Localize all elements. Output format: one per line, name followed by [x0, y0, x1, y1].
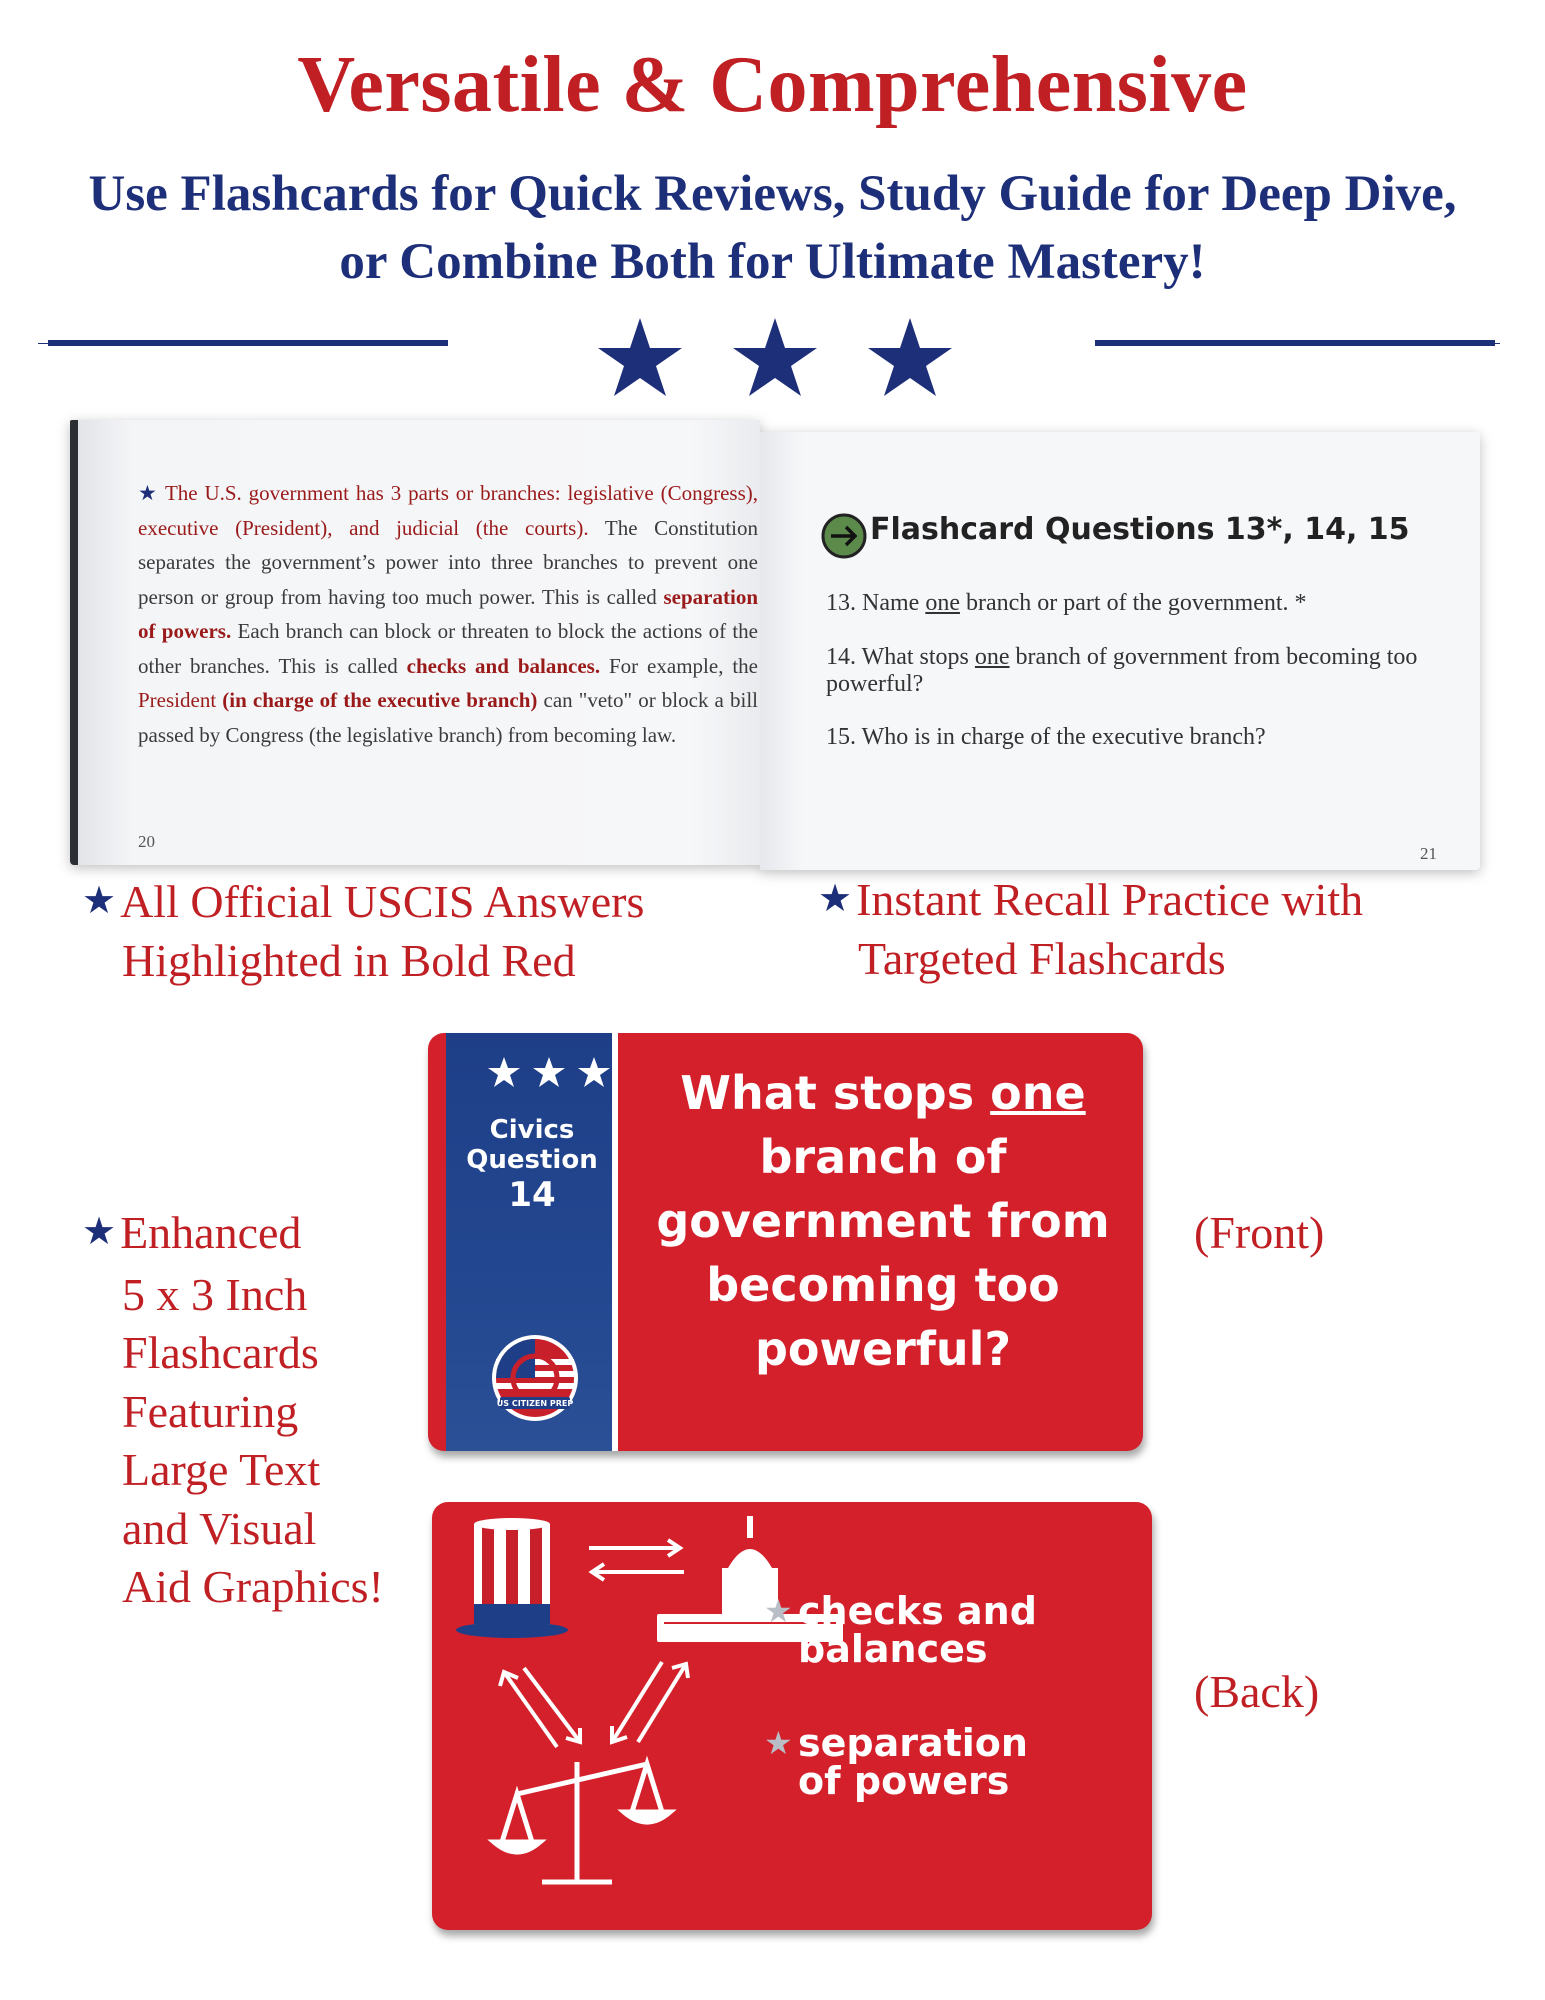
body-text: Each branch can block or threaten to block the actions of the other branches. This is called — [138, 619, 759, 678]
page-subtitle: Use Flashcards for Quick Reviews, Study Guide for Deep Dive, or Combine Both for Ultimate Mastery! — [88, 166, 1457, 290]
star-icon — [488, 1057, 520, 1087]
flashcard-heading: Flashcard Questions 13*, 14, 15 — [870, 512, 1410, 547]
civics-question-label: Civics Question 14 — [446, 1115, 618, 1215]
card-blue-bar — [446, 1033, 618, 1451]
answer-separation-of-powers: ★ separation of powers — [764, 1721, 1028, 1803]
star-icon: ★ — [764, 1592, 793, 1630]
left-page-text — [138, 476, 758, 752]
star-icon — [533, 1057, 565, 1087]
question-number: 14 — [508, 1175, 556, 1215]
star-icon — [868, 318, 952, 396]
star-icon — [733, 318, 817, 396]
back-label: (Back) — [1194, 1666, 1320, 1717]
study-guide-book — [70, 420, 1480, 870]
front-question-text: What stops one branch of government from becoming too powerful? — [656, 1066, 1110, 1376]
body-text: can "veto" or block a bill passed by Congress (the legislative branch) from becoming law. — [138, 688, 758, 747]
front-label: (Front) — [1194, 1207, 1325, 1258]
answer-highlight: checks and balances. — [406, 653, 601, 678]
uncle-sam-hat-icon — [456, 1518, 568, 1638]
star-icon — [598, 318, 682, 396]
body-text: The Constitution separates the government’s power into three branches to prevent one person or group from having too much power. This is called — [138, 515, 759, 609]
divider-line-left-thin — [38, 343, 53, 344]
body-text: For example, the — [608, 653, 759, 678]
arrow-icons-diagonal — [500, 1662, 688, 1747]
question-14: 14. What stops one branch of government from becoming too powerful? — [826, 644, 1418, 697]
divider-line-left — [48, 340, 448, 346]
caption-enhanced-flashcards: ★Enhanced 5 x 3 Inch Flashcards Featuring Large Text and Visual Aid Graphics! — [82, 1207, 384, 1612]
star-icon: ★ — [138, 481, 159, 505]
caption-instant-recall: ★Instant Recall Practice with Targeted Flashcards — [818, 874, 1364, 984]
us-citizen-prep-seal-icon — [490, 1333, 580, 1423]
star-icon: ★ — [82, 880, 117, 922]
arrow-icons-horizontal — [589, 1540, 684, 1580]
divider-line-right — [1095, 340, 1495, 346]
book-right-page — [760, 432, 1480, 870]
question-13: 13. Name one branch or part of the government. * — [826, 590, 1307, 616]
intro-text: The U.S. government has 3 parts or branches: legislative (Congress), executive (President), and judicial (the courts). — [138, 481, 759, 540]
scales-icon — [494, 1762, 670, 1882]
star-icon — [578, 1057, 610, 1087]
arrow-circle-icon — [820, 512, 868, 560]
flashcard-front — [428, 1033, 1143, 1451]
question-15: 15. Who is in charge of the executive branch? — [826, 724, 1266, 750]
page-number-left: 20 — [138, 832, 155, 851]
svg-text:US CITIZEN PREP: US CITIZEN PREP — [496, 1399, 574, 1408]
star-icon-row — [570, 300, 970, 400]
answer-highlight: President — [138, 688, 217, 712]
answer-highlight: (in charge of the executive branch) — [222, 688, 538, 712]
divider-line-right-thin — [1490, 343, 1500, 344]
star-icon: ★ — [764, 1724, 793, 1762]
answer-checks-and-balances: ★ checks and balances — [764, 1589, 1037, 1671]
page-title: Versatile & Comprehensive — [297, 41, 1248, 129]
star-icon-row — [486, 1053, 616, 1093]
caption-official-answers: ★All Official USCIS Answers Highlighted in Bold Red — [82, 876, 645, 986]
book-left-page — [70, 420, 760, 865]
star-icon: ★ — [818, 878, 853, 920]
flashcard-back — [432, 1502, 1152, 1930]
branches-diagram — [432, 1502, 1152, 1930]
answer-highlight: separation of powers. — [138, 584, 758, 643]
page-number-right: 21 — [1420, 844, 1437, 863]
star-icon: ★ — [82, 1211, 117, 1253]
